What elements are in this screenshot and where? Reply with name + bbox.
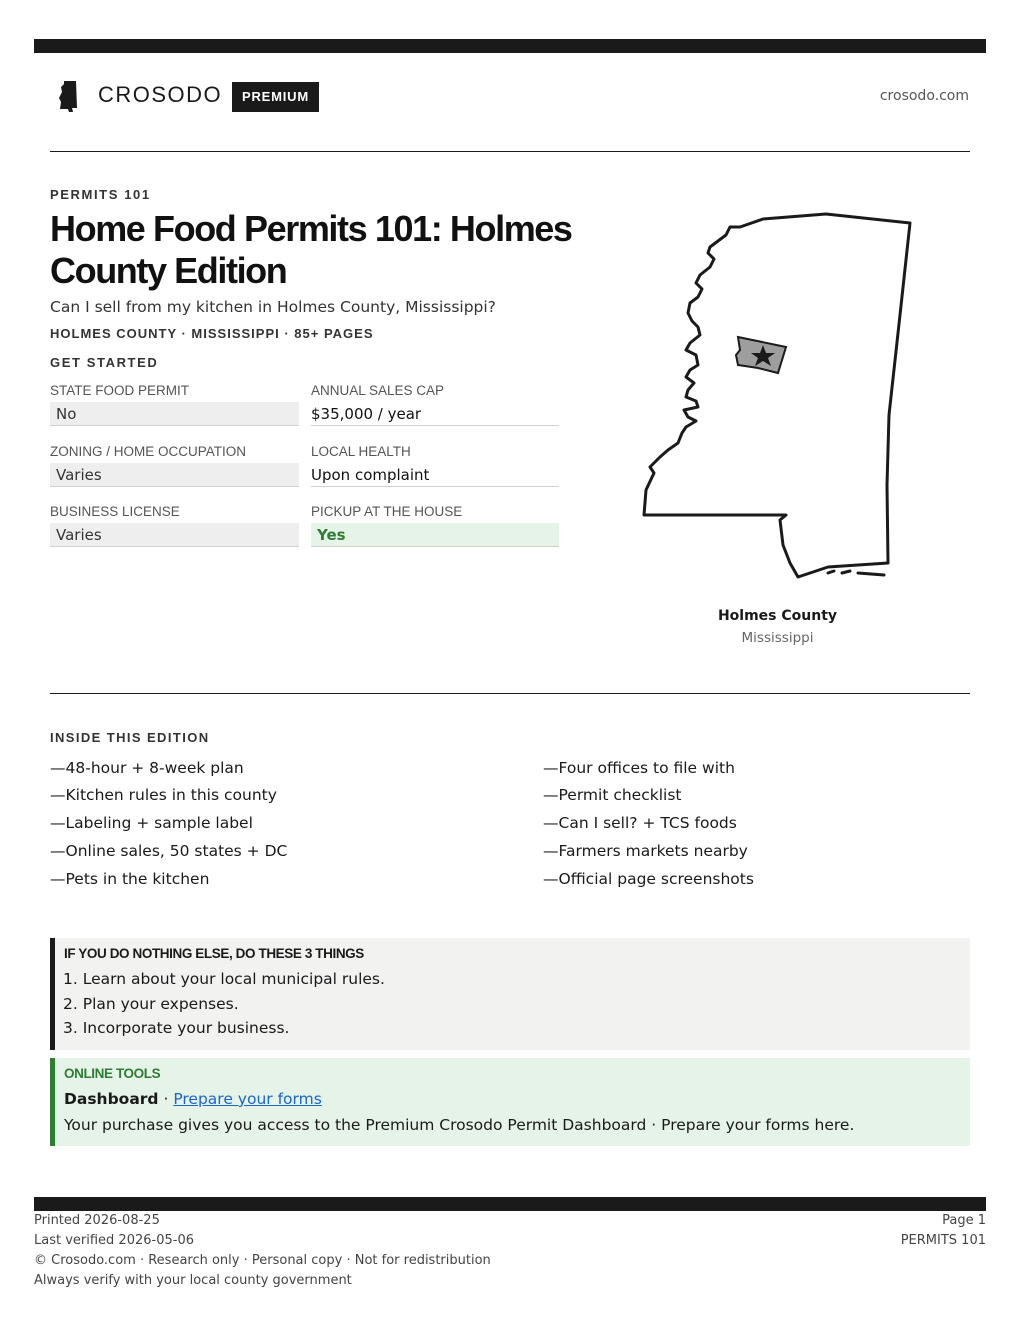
toc-item: —Kitchen rules in this county	[50, 786, 277, 804]
toc-item: —Official page screenshots	[543, 870, 754, 888]
dashboard-line	[64, 1090, 322, 1108]
dashboard-label[interactable]: Dashboard	[64, 1090, 159, 1108]
header-divider	[50, 151, 970, 152]
separator: ·	[158, 1090, 174, 1108]
fact-label: PICKUP AT THE HOUSE	[311, 504, 463, 519]
page-subtitle: Can I sell from my kitchen in Holmes County, Mississippi?	[50, 298, 496, 316]
section-divider	[50, 693, 970, 694]
toc-item: —Labeling + sample label	[50, 814, 253, 832]
kicker-label: PERMITS 101	[50, 187, 151, 202]
toc-item: —Online sales, 50 states + DC	[50, 842, 288, 860]
fact-label: ANNUAL SALES CAP	[311, 383, 445, 398]
fact-business-license	[50, 504, 299, 547]
callout-online-tools	[50, 1058, 970, 1146]
fact-value: No	[50, 402, 299, 426]
state-map	[638, 205, 918, 585]
toc-item: —Pets in the kitchen	[50, 870, 210, 888]
fact-local-health	[311, 444, 559, 487]
callout-heading: ONLINE TOOLS	[64, 1066, 161, 1081]
toc-item: —Can I sell? + TCS foods	[543, 814, 737, 832]
fact-label: LOCAL HEALTH	[311, 444, 411, 459]
tools-description: Your purchase gives you access to the Premium Crosodo Permit Dashboard · Prepare your forms here.	[64, 1116, 855, 1134]
fact-annual-sales-cap	[311, 383, 559, 426]
fact-value: Varies	[50, 463, 299, 487]
map-caption-state: Mississippi	[741, 630, 814, 646]
fact-pickup	[311, 504, 559, 547]
mississippi-outline	[644, 214, 910, 577]
toc-item: —Four offices to file with	[543, 759, 735, 777]
fact-value: Varies	[50, 523, 299, 547]
mississippi-state-icon	[58, 80, 82, 114]
printed-date: Printed 2026-08-25	[34, 1213, 160, 1228]
fact-label: STATE FOOD PERMIT	[50, 383, 190, 398]
callout-heading: IF YOU DO NOTHING ELSE, DO THESE 3 THINGS	[64, 946, 364, 961]
toc-item: —Permit checklist	[543, 786, 682, 804]
copyright-note: © Crosodo.com · Research only · Personal copy · Not for redistribution	[34, 1253, 491, 1268]
edition-meta: HOLMES COUNTY · MISSISSIPPI · 85+ PAGES	[50, 326, 374, 341]
toc-heading: INSIDE THIS EDITION	[50, 730, 210, 745]
fact-label: ZONING / HOME OCCUPATION	[50, 444, 247, 459]
verified-date: Last verified 2026-05-06	[34, 1233, 194, 1248]
fact-zoning	[50, 444, 299, 487]
page-number: Page 1	[942, 1213, 986, 1228]
fact-label: BUSINESS LICENSE	[50, 504, 180, 519]
footer-section: PERMITS 101	[900, 1233, 986, 1248]
map-caption-county: Holmes County	[717, 608, 838, 624]
verify-note: Always verify with your local county government	[34, 1273, 352, 1288]
fact-state-food-permit	[50, 383, 299, 426]
footer-bar	[34, 1197, 986, 1211]
section-heading-get-started: GET STARTED	[50, 355, 159, 370]
toc-item: —48-hour + 8-week plan	[50, 759, 244, 777]
callout-step: 2. Plan your expenses.	[63, 995, 239, 1013]
page-title: Home Food Permits 101: Holmes County Edition	[50, 208, 572, 291]
fact-value: Upon complaint	[311, 463, 559, 487]
brand-name[interactable]: CROSODO	[98, 82, 223, 107]
callout-step: 1. Learn about your local municipal rules.	[63, 970, 385, 988]
callout-three-things	[50, 938, 970, 1050]
prepare-forms-link[interactable]: Prepare your forms	[173, 1090, 322, 1108]
callout-step: 3. Incorporate your business.	[63, 1019, 290, 1037]
toc-item: —Farmers markets nearby	[543, 842, 748, 860]
fact-value: $35,000 / year	[311, 402, 559, 426]
premium-badge: PREMIUM	[232, 82, 319, 112]
site-url[interactable]: crosodo.com	[879, 88, 969, 104]
fact-value: Yes	[311, 523, 559, 547]
top-bar	[34, 39, 986, 53]
